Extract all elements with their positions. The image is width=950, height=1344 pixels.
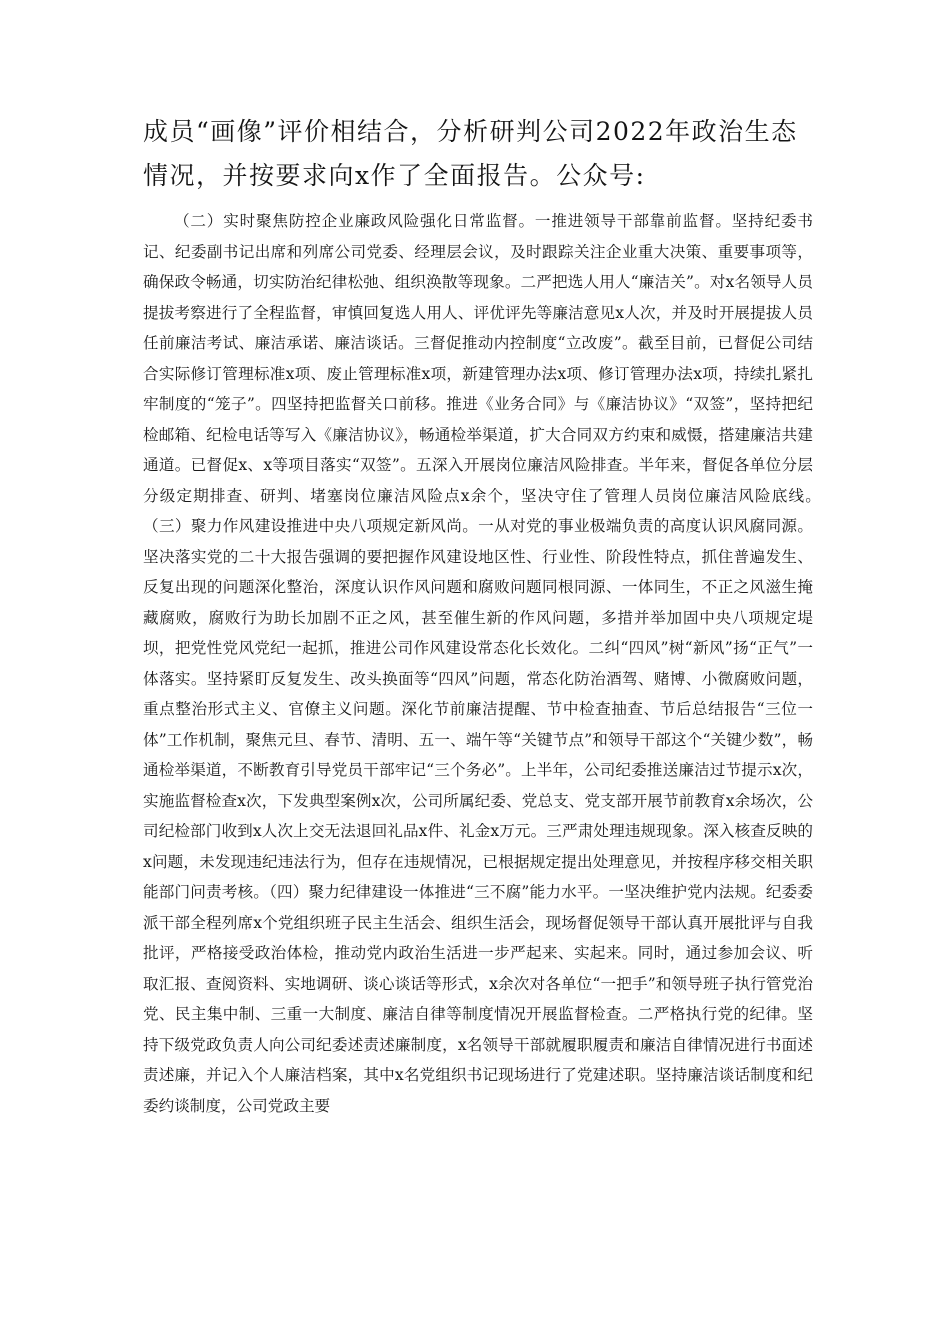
intro-line-1: 成员“画像”评价相结合，分析研判公司2022年政治生态	[143, 117, 798, 146]
intro-line-2: 情况，并按要求向x作了全面报告。公众号:	[143, 161, 646, 190]
body-paragraph: （二）实时聚焦防控企业廉政风险强化日常监督。一推进领导干部靠前监督。坚持纪委书记、纪委副书记出席和列席公司党委、经理层会议，及时跟踪关注企业重大决策、重要事项等，确保政令畅通，切实防治纪律松弛、组织涣散等现象。二严把选人用人“廉洁关”。对x名领导人员提拔考察进行了全程监督，审慎回复选人用人、评优评先等廉洁意见x人次，并及时开展提拔人员任前廉洁考试、廉洁承诺、廉洁谈话。三督促推动内控制度“立改废”。截至目前，已督促公司结合实际修订管理标准x项、废止管理标准x项，新建管理办法x项、修订管理办法x项，持续扎紧扎牢制度的“笼子”。四坚持把监督关口前移。推进《业务合同》与《廉洁协议》“双签”，坚持把纪检邮箱、纪检电话等写入《廉洁协议》，畅通检举渠道，扩大合同双方约束和威慑，搭建廉洁共建通道。已督促x、x等项目落实“双签”。五深入开展岗位廉洁风险排查。半年来，督促各单位分层分级定期排查、研判、堵塞岗位廉洁风险点x余个，坚决守住了管理人员岗位廉洁风险底线。 （三）聚力作风建设推进中央八项规定新风尚。一从对党的事业极端负责的高度认识风腐同源。坚决落实党的二十大报告强调的要把握作风建设地区性、行业性、阶段性特点，抓住普遍发生、反复出现的问题深化整治，深度认识作风问题和腐败问题同根同源、一体同生，不正之风滋生掩藏腐败，腐败行为助长加剧不正之风，甚至催生新的作风问题，多措并举加固中央八项规定堤坝，把党性党风党纪一起抓，推进公司作风建设常态化长效化。二纠“四风”树“新风”扬“正气”一体落实。坚持紧盯反复发生、改头换面等“四风”问题，常态化防治酒驾、赌博、小微腐败问题，重点整治形式主义、官僚主义问题。深化节前廉洁提醒、节中检查抽查、节后总结报告“三位一体”工作机制，聚焦元旦、春节、清明、五一、端午等“关键节点”和领导干部这个“关键少数”，畅通检举渠道，不断教育引导党员干部牢记“三个务必”。上半年，公司纪委推送廉洁过节提示x次，实施监督检查x次，下发典型案例x次，公司所属纪委、党总支、党支部开展节前教育x余场次，公司纪检部门收到x人次上交无法退回礼品x件、礼金x万元。三严肃处理违规现象。深入核查反映的x问题，未发现违纪违法行为，但存在违规情况，已根据规定提出处理意见，并按程序移交相关职能部门问责考核。（四）聚力纪律建设一体推进“三不腐”能力水平。一坚决维护党内法规。纪委委派干部全程列席x个党组织班子民主生活会、组织生活会，现场督促领导干部认真开展批评与自我批评，严格接受政治体检，推动党内政治生活进一步严起来、实起来。同时，通过参加会议、听取汇报、查阅资料、实地调研、谈心谈话等形式，x余次对各单位“一把手”和领导班子执行管党治党、民主集中制、三重一大制度、廉洁自律等制度情况开展监督检查。二严格执行党的纪律。坚持下级党政负责人向公司纪委述责述廉制度，x名领导干部就履职履责和廉洁自律情况进行书面述责述廉，并记入个人廉洁档案，其中x名党组织书记现场进行了党建述职。坚持廉洁谈话制度和纪委约谈制度，公司党政主要	[143, 212, 829, 1115]
